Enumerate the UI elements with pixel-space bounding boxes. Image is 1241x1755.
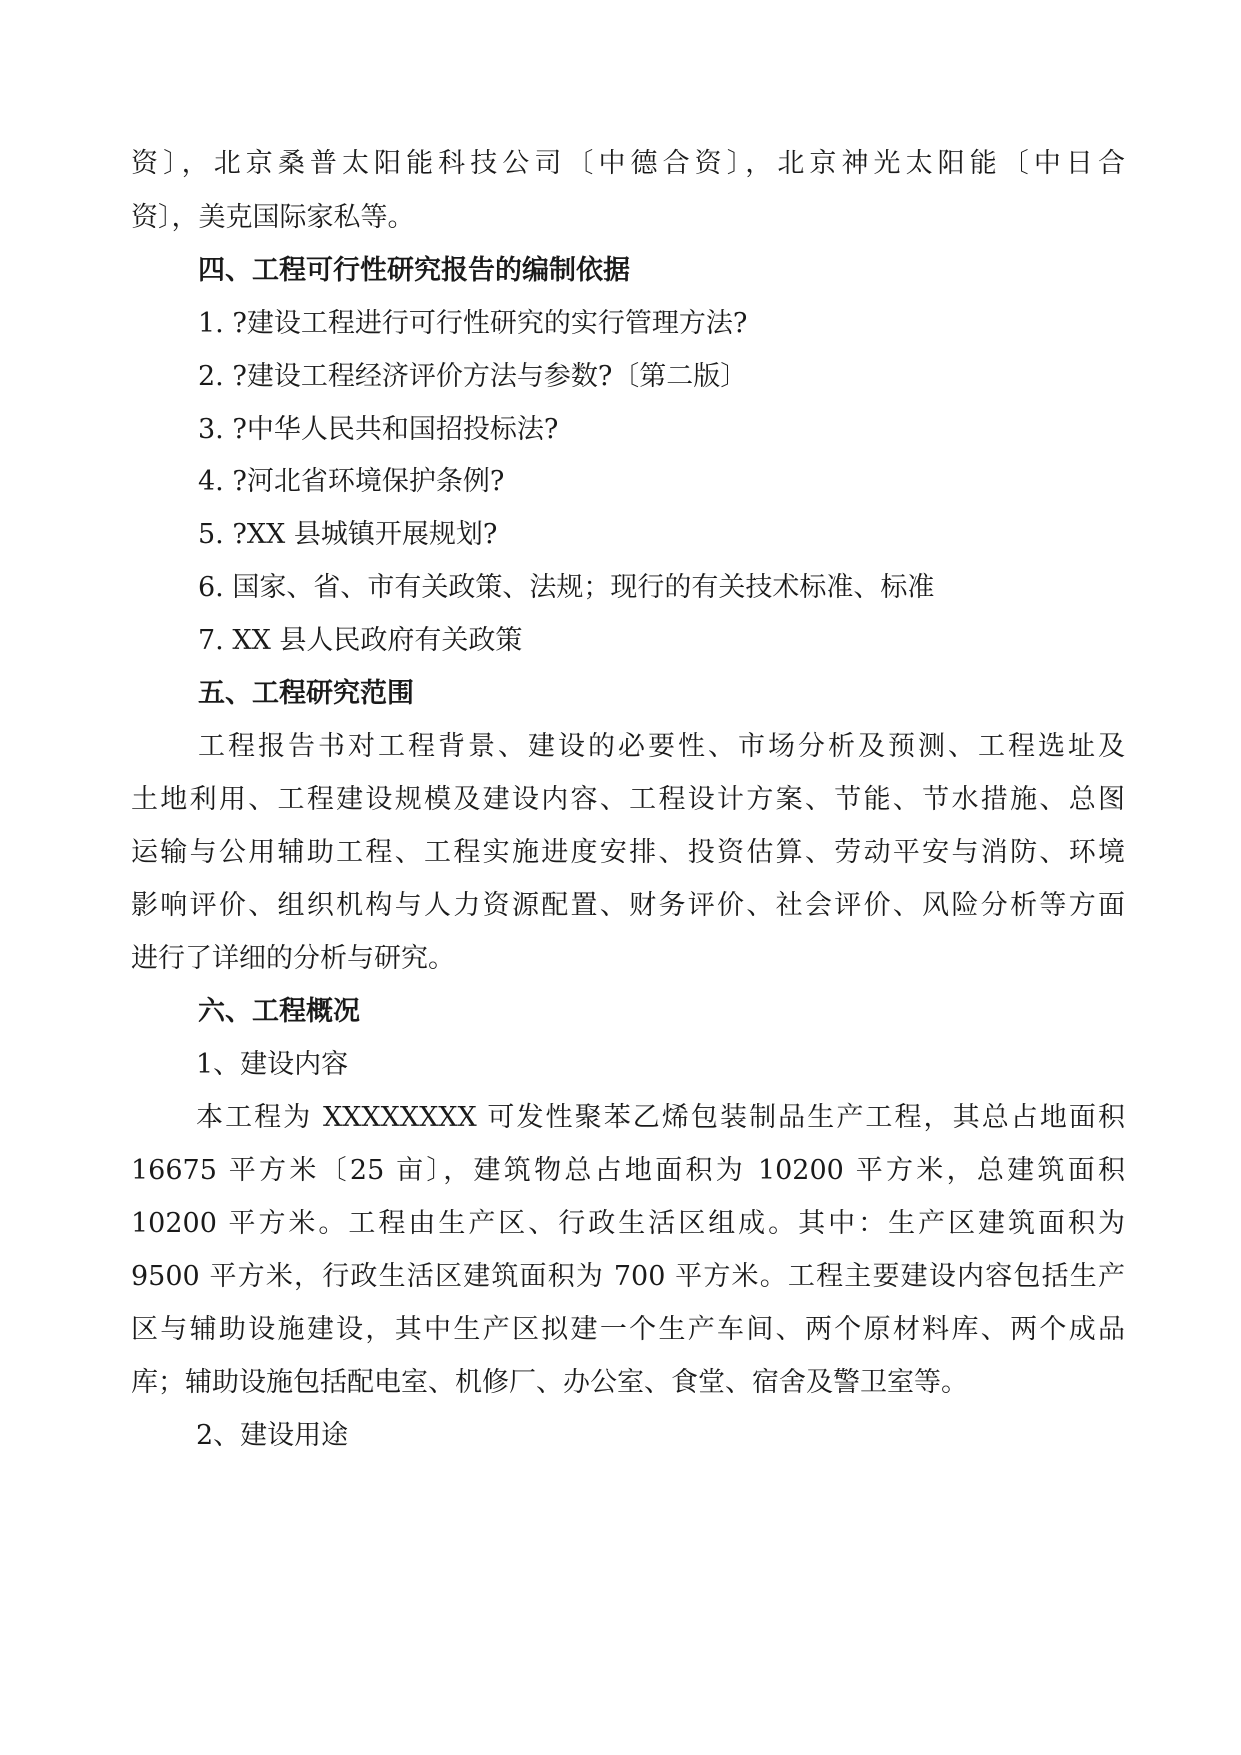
subsection-heading: 2、建设用途: [196, 1420, 349, 1451]
paragraph-line: 库；辅助设施包括配电室、机修厂、办公室、食堂、宿舍及警卫室等。: [131, 1367, 968, 1398]
list-item: 2. ?建设工程经济评价方法与参数?〔第二版〕: [198, 361, 748, 392]
paragraph-line: 工程报告书对工程背景、建设的必要性、市场分析及预测、工程选址及: [198, 731, 1125, 762]
paragraph-line: 10200 平方米。工程由生产区、行政生活区组成。其中：生产区建筑面积为: [131, 1208, 1125, 1239]
paragraph-line: 16675 平方米〔25 亩〕，建筑物总占地面积为 10200 平方米，总建筑面积: [131, 1155, 1125, 1186]
list-item: 6. 国家、省、市有关政策、法规；现行的有关技术标准、标准: [198, 572, 935, 603]
list-item: 3. ?中华人民共和国招投标法?: [198, 414, 559, 445]
paragraph-line: 进行了详细的分析与研究。: [131, 943, 455, 974]
paragraph-line: 本工程为 XXXXXXXX 可发性聚苯乙烯包装制品生产工程，其总占地面积: [196, 1102, 1125, 1133]
paragraph-line: 运输与公用辅助工程、工程实施进度安排、投资估算、劳动平安与消防、环境: [131, 837, 1125, 868]
list-item: 7. XX 县人民政府有关政策: [198, 625, 523, 656]
list-item: 1. ?建设工程进行可行性研究的实行管理方法?: [198, 308, 748, 339]
list-item: 5. ?XX 县城镇开展规划?: [198, 519, 498, 550]
paragraph-line: 影响评价、组织机构与人力资源配置、财务评价、社会评价、风险分析等方面: [131, 890, 1125, 921]
paragraph-line: 资〕，北京桑普太阳能科技公司〔中德合资〕，北京神光太阳能〔中日合: [131, 148, 1125, 179]
paragraph-line: 区与辅助设施建设，其中生产区拟建一个生产车间、两个原材料库、两个成品: [131, 1314, 1125, 1345]
subsection-heading: 1、建设内容: [196, 1049, 349, 1080]
section-heading: 五、工程研究范围: [198, 678, 414, 709]
paragraph-line: 资〕，美克国际家私等。: [131, 202, 415, 233]
section-heading: 四、工程可行性研究报告的编制依据: [198, 255, 630, 286]
section-heading: 六、工程概况: [198, 996, 360, 1027]
paragraph-line: 9500 平方米，行政生活区建筑面积为 700 平方米。工程主要建设内容包括生产: [131, 1261, 1125, 1292]
paragraph-line: 土地利用、工程建设规模及建设内容、工程设计方案、节能、节水措施、总图: [131, 784, 1125, 815]
list-item: 4. ?河北省环境保护条例?: [198, 466, 505, 497]
